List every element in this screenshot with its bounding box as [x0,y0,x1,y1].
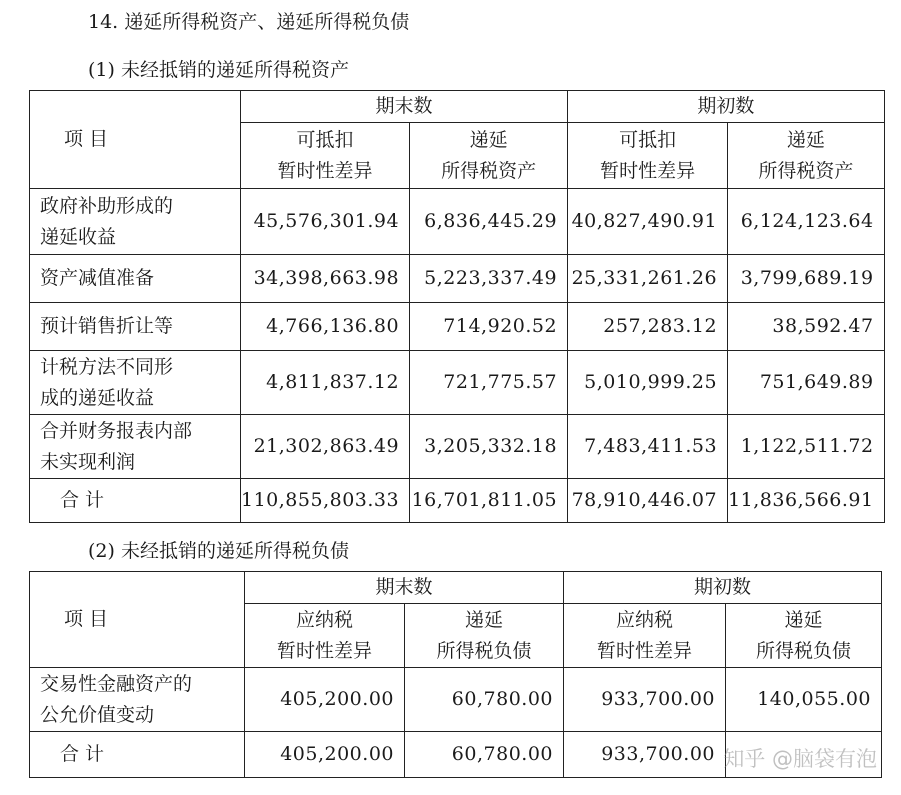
column-header: 递延 所得税负债 [726,604,882,668]
cell-value: 5,223,337.49 [410,255,568,303]
cell-value: 140,055.00 [726,668,882,732]
total-value: 78,910,446.07 [568,479,728,523]
cell-value: 3,799,689.19 [728,255,885,303]
cell-value: 1,122,511.72 [728,415,885,479]
column-header: 可抵扣 暂时性差异 [241,123,410,189]
row-label: 交易性金融资产的 公允价值变动 [30,668,245,732]
total-value: 16,701,811.05 [410,479,568,523]
table-row [30,255,885,303]
column-header: 可抵扣 暂时性差异 [568,123,728,189]
column-header: 递延 所得税负债 [405,604,564,668]
item-column-header: 项 目 [30,572,245,668]
column-header: 应纳税 暂时性差异 [564,604,726,668]
cell-value: 4,766,136.80 [241,303,410,351]
total-value: 405,200.00 [245,732,405,778]
total-value: 933,700.00 [564,732,726,778]
cell-value: 721,775.57 [410,351,568,415]
total-label: 合 计 [30,479,241,523]
table-row [30,415,885,479]
deferred-tax-assets-table [29,90,885,523]
row-label: 政府补助形成的 递延收益 [30,189,241,255]
section-heading: 14. 递延所得税资产、递延所得税负债 [88,11,410,33]
total-value: 60,780.00 [405,732,564,778]
cell-value: 5,010,999.25 [568,351,728,415]
cell-value: 3,205,332.18 [410,415,568,479]
cell-value: 714,920.52 [410,303,568,351]
cell-value: 4,811,837.12 [241,351,410,415]
column-header: 应纳税 暂时性差异 [245,604,405,668]
cell-value: 751,649.89 [728,351,885,415]
cell-value: 60,780.00 [405,668,564,732]
item-column-header: 项 目 [30,91,241,189]
period-begin-header: 期初数 [568,91,885,123]
period-begin-header: 期初数 [564,572,882,604]
table-row [30,303,885,351]
subsection-title-assets: (1) 未经抵销的递延所得税资产 [88,59,349,81]
cell-value: 6,836,445.29 [410,189,568,255]
watermark: 知乎 @脑袋有泡 [723,747,877,771]
row-label: 资产减值准备 [30,255,241,303]
cell-value: 933,700.00 [564,668,726,732]
total-value: 110,855,803.33 [241,479,410,523]
table-row [30,668,882,732]
row-label: 计税方法不同形 成的递延收益 [30,351,241,415]
subsection-title-liabilities: (2) 未经抵销的递延所得税负债 [88,540,349,562]
cell-value: 38,592.47 [728,303,885,351]
column-header: 递延 所得税资产 [728,123,885,189]
period-end-header: 期末数 [241,91,568,123]
period-end-header: 期末数 [245,572,564,604]
total-label: 合 计 [30,732,245,778]
row-label: 预计销售折让等 [30,303,241,351]
cell-value: 40,827,490.91 [568,189,728,255]
column-header: 递延 所得税资产 [410,123,568,189]
table-row [30,351,885,415]
cell-value: 34,398,663.98 [241,255,410,303]
cell-value: 405,200.00 [245,668,405,732]
cell-value: 25,331,261.26 [568,255,728,303]
row-label: 合并财务报表内部 未实现利润 [30,415,241,479]
cell-value: 21,302,863.49 [241,415,410,479]
cell-value: 6,124,123.64 [728,189,885,255]
cell-value: 257,283.12 [568,303,728,351]
cell-value: 7,483,411.53 [568,415,728,479]
cell-value: 45,576,301.94 [241,189,410,255]
table-row [30,189,885,255]
total-row [30,479,885,523]
total-value: 11,836,566.91 [728,479,885,523]
